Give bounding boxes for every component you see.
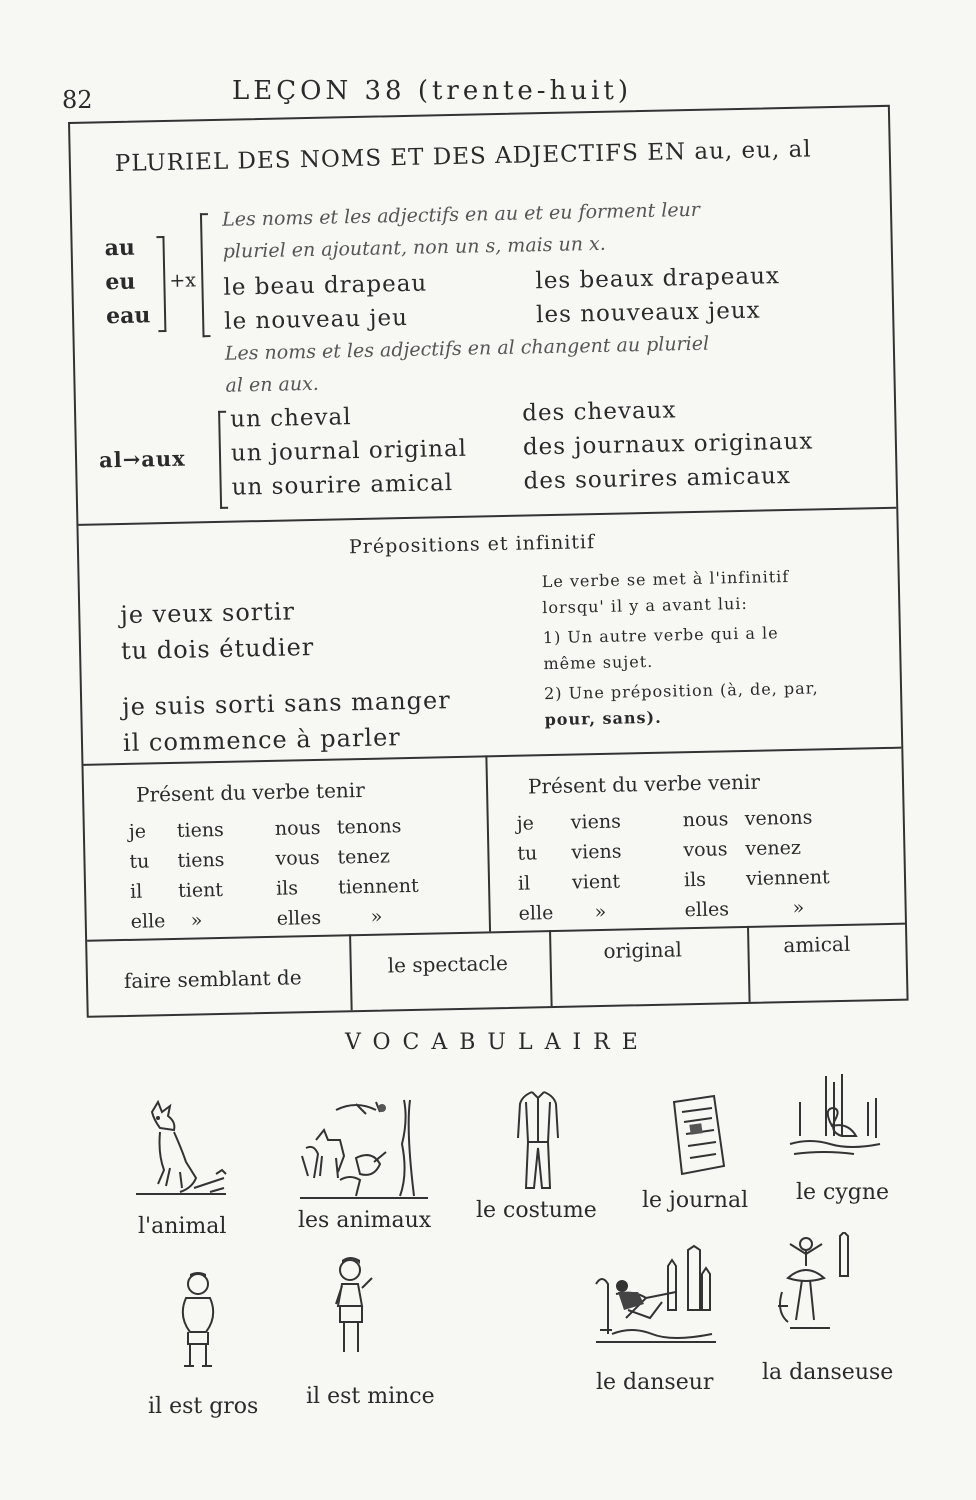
prepositions-title: Prépositions et infinitif xyxy=(348,531,596,559)
venir-title: Présent du verbe venir xyxy=(527,769,761,799)
conj-pronoun: vous xyxy=(275,846,320,870)
example-plural: des chevaux xyxy=(521,397,677,427)
caption: le costume xyxy=(476,1198,597,1223)
ballerina-icon xyxy=(776,1232,856,1336)
conj-verb: tenons xyxy=(336,815,402,839)
conj-pronoun: ils xyxy=(683,868,707,892)
conj-pronoun: tu xyxy=(517,842,538,865)
conj-verb: » xyxy=(190,909,203,932)
conj-pronoun: je xyxy=(516,812,535,835)
thin-boy-icon xyxy=(328,1256,378,1360)
cell-divider xyxy=(349,934,353,1010)
rule1-line2: pluriel en ajoutant, non un s, mais un x. xyxy=(222,232,607,263)
male-dancer-icon xyxy=(592,1244,720,1348)
vocab-word: faire semblant de xyxy=(123,965,302,994)
vocabulary-heading: VOCABULAIRE xyxy=(345,1030,650,1055)
conj-verb: venez xyxy=(745,836,802,860)
conj-pronoun: vous xyxy=(683,838,728,862)
example-singular: le nouveau jeu xyxy=(223,304,409,335)
fat-boy-icon xyxy=(178,1270,218,1370)
prep-note-line: Le verbe se met à l'infinitif xyxy=(541,566,790,592)
prep-example: tu dois étudier xyxy=(120,632,315,666)
vocab-word: amical xyxy=(783,931,851,958)
conj-verb: » xyxy=(594,900,607,924)
conj-pronoun: elles xyxy=(276,906,322,930)
conj-verb: tiens xyxy=(176,818,225,842)
tenir-title: Présent du verbe tenir xyxy=(135,777,365,807)
example-plural: les beaux drapeaux xyxy=(535,263,781,295)
conj-pronoun: ils xyxy=(275,877,299,900)
animals-icon xyxy=(296,1096,432,1202)
rule2-line2: al en aux. xyxy=(225,372,320,397)
prep-note-line: 2) Une préposition (à, de, par, xyxy=(543,678,819,704)
plural-section-title: PLURIEL DES NOMS ET DES ADJECTIFS EN au, eu, al xyxy=(114,136,812,178)
conj-pronoun: nous xyxy=(682,808,729,832)
al-brace xyxy=(218,411,228,509)
conj-pronoun: elles xyxy=(684,898,730,922)
prep-note-line: 1) Un autre verbe qui a le xyxy=(542,623,779,648)
prep-example: il commence à parler xyxy=(122,723,402,757)
caption: la danseuse xyxy=(762,1360,894,1385)
conj-verb: » xyxy=(792,896,805,919)
rule2-line1: Les noms et les adjectifs en al changent au pluriel xyxy=(224,332,710,365)
swan-icon xyxy=(786,1072,886,1170)
lesson-title: LEÇON 38 (trente-huit) xyxy=(232,76,632,106)
section-divider xyxy=(78,507,896,526)
conj-pronoun: il xyxy=(517,872,531,895)
conjugation-divider xyxy=(485,755,491,931)
conj-verb: viennent xyxy=(745,866,830,890)
conj-pronoun: tu xyxy=(129,850,150,873)
example-singular: un sourire amical xyxy=(231,470,454,501)
conj-pronoun: elle xyxy=(518,902,554,925)
conj-verb: viens xyxy=(571,840,622,864)
suit-icon xyxy=(516,1088,560,1194)
vocab-word: le spectacle xyxy=(387,950,509,978)
ending-eu: eu xyxy=(105,268,136,296)
prep-example: je veux sortir xyxy=(120,597,296,630)
conj-pronoun: elle xyxy=(130,910,166,933)
conj-verb: tient xyxy=(177,878,224,902)
prep-note-line: même sujet. xyxy=(543,651,654,674)
conj-verb: tiennent xyxy=(337,874,419,899)
vocab-word: original xyxy=(603,937,683,963)
conj-verb: vient xyxy=(571,870,621,894)
ending-au: au xyxy=(104,234,136,262)
cell-divider xyxy=(747,926,751,1002)
prep-note-line: lorsqu' il y a avant lui: xyxy=(542,593,749,618)
example-singular: le beau drapeau xyxy=(223,270,428,301)
conj-pronoun: je xyxy=(128,820,147,843)
conj-verb: viens xyxy=(570,810,622,834)
conj-pronoun: nous xyxy=(274,816,321,840)
caption: l'animal xyxy=(138,1214,227,1239)
wolf-icon xyxy=(130,1098,240,1202)
example-singular: un journal original xyxy=(230,435,468,467)
conj-verb: tiens xyxy=(177,848,225,872)
cell-divider xyxy=(549,930,553,1006)
ending-eau: eau xyxy=(105,302,151,330)
conj-pronoun: il xyxy=(129,880,143,903)
example-singular: un cheval xyxy=(229,404,352,433)
caption: il est mince xyxy=(306,1384,435,1409)
page-number: 82 xyxy=(62,86,93,114)
endings-brace xyxy=(156,236,166,332)
plus-x-label: +x xyxy=(169,269,197,292)
example-plural: des sourires amicaux xyxy=(523,462,792,495)
prep-note-line: pour, sans). xyxy=(544,707,662,730)
grammar-box xyxy=(68,105,909,1018)
rule1-line1: Les noms et les adjectifs en au et eu forment leur xyxy=(221,198,701,231)
caption: il est gros xyxy=(148,1394,259,1419)
conj-verb: » xyxy=(370,905,383,928)
caption: le journal xyxy=(642,1188,749,1213)
caption: les animaux xyxy=(298,1208,432,1233)
example-plural: les nouveaux jeux xyxy=(535,297,761,329)
prep-example: je suis sorti sans manger xyxy=(121,686,451,721)
al-aux-label: al→aux xyxy=(98,445,186,473)
conj-verb: venons xyxy=(744,806,813,830)
example-plural: des journaux originaux xyxy=(522,428,814,461)
newspaper-icon xyxy=(666,1092,730,1180)
caption: le cygne xyxy=(796,1180,890,1205)
rule-brace xyxy=(200,213,211,337)
conj-verb: tenez xyxy=(337,845,391,869)
caption: le danseur xyxy=(596,1370,714,1395)
